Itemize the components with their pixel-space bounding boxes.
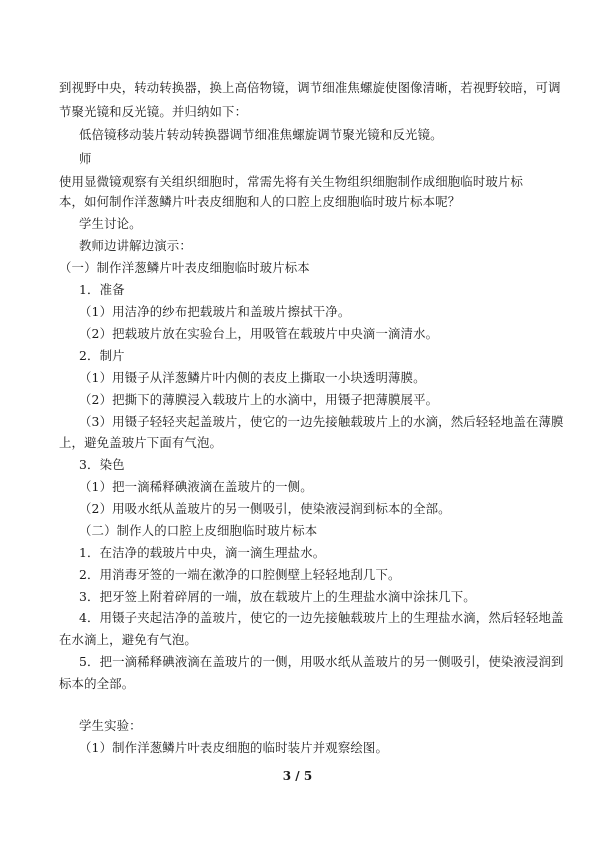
text-line: 教师边讲解边演示： [79, 238, 192, 253]
text-line: 1．在洁净的载玻片中央，滴一滴生理盐水。 [79, 545, 326, 560]
text-line: 4．用镊子夹起洁净的盖玻片，使它的一边先接触载玻片上的生理盐水滴，然后轻轻地盖 [79, 610, 564, 625]
text-line: 学生讨论。 [79, 216, 142, 231]
text-line: 5．把一滴稀释碘液滴在盖玻片的一侧，用吸水纸从盖玻片的另一侧吸引，使染液浸润到 [79, 654, 564, 669]
text-line: 在水滴上，避免有气泡。 [59, 632, 197, 647]
text-line: 3．染色 [79, 457, 125, 472]
text-line: 3．把牙签上附着碎屑的一端，放在载玻片上的生理盐水滴中涂抹几下。 [79, 589, 476, 604]
text-line: 2．制片 [79, 348, 125, 363]
text-line: 上，避免盖玻片下面有气泡。 [59, 435, 223, 450]
text-line: 师 [79, 151, 92, 166]
text-line: （2）把撕下的薄膜浸入载玻片上的水滴中，用镊子把薄膜展平。 [79, 392, 439, 407]
text-line: 2．用消毒牙签的一端在漱净的口腔侧壁上轻轻地刮几下。 [79, 567, 401, 582]
text-line: （1）用镊子从洋葱鳞片叶内侧的表皮上撕取一小块透明薄膜。 [79, 370, 426, 385]
text-line: 标本的全部。 [59, 676, 135, 691]
text-line: （1）把一滴稀释碘液滴在盖玻片的一侧。 [79, 479, 313, 494]
text-line: （1）用洁净的纱布把载玻片和盖玻片擦拭干净。 [79, 304, 351, 319]
text-line: 到视野中央，转动转换器，换上高倍物镜，调节细准焦螺旋使图像清晰，若视野较暗，可调 [59, 80, 561, 95]
section-heading: （一）制作洋葱鳞片叶表皮细胞临时玻片标本 [59, 260, 310, 275]
text-line: 使用显微镜观察有关组织细胞时，常需先将有关生物组织细胞制作成细胞临时玻片标 [59, 174, 524, 189]
text-line: （3）用镊子轻轻夹起盖玻片，使它的一边先接触载玻片上的水滴，然后轻轻地盖在薄膜 [79, 414, 564, 429]
page-number: 3 / 5 [282, 769, 313, 783]
section-heading: （二）制作人的口腔上皮细胞临时玻片标本 [79, 523, 318, 538]
text-line: 1．准备 [79, 282, 125, 297]
text-line: 本，如何制作洋葱鳞片叶表皮细胞和人的口腔上皮细胞临时玻片标本呢？ [59, 194, 461, 209]
text-line: （1）制作洋葱鳞片叶表皮细胞的临时装片并观察绘图。 [79, 740, 389, 755]
text-line: 节聚光镜和反光镜。并归纳如下： [59, 104, 248, 119]
text-line: 低倍镜移动装片转动转换器调节细准焦螺旋调节聚光镜和反光镜。 [79, 127, 443, 142]
text-line: （2）用吸水纸从盖玻片的另一侧吸引，使染液浸润到标本的全部。 [79, 501, 451, 516]
text-line: （2）把载玻片放在实验台上，用吸管在载玻片中央滴一滴清水。 [79, 326, 439, 341]
text-line: 学生实验： [79, 718, 142, 733]
